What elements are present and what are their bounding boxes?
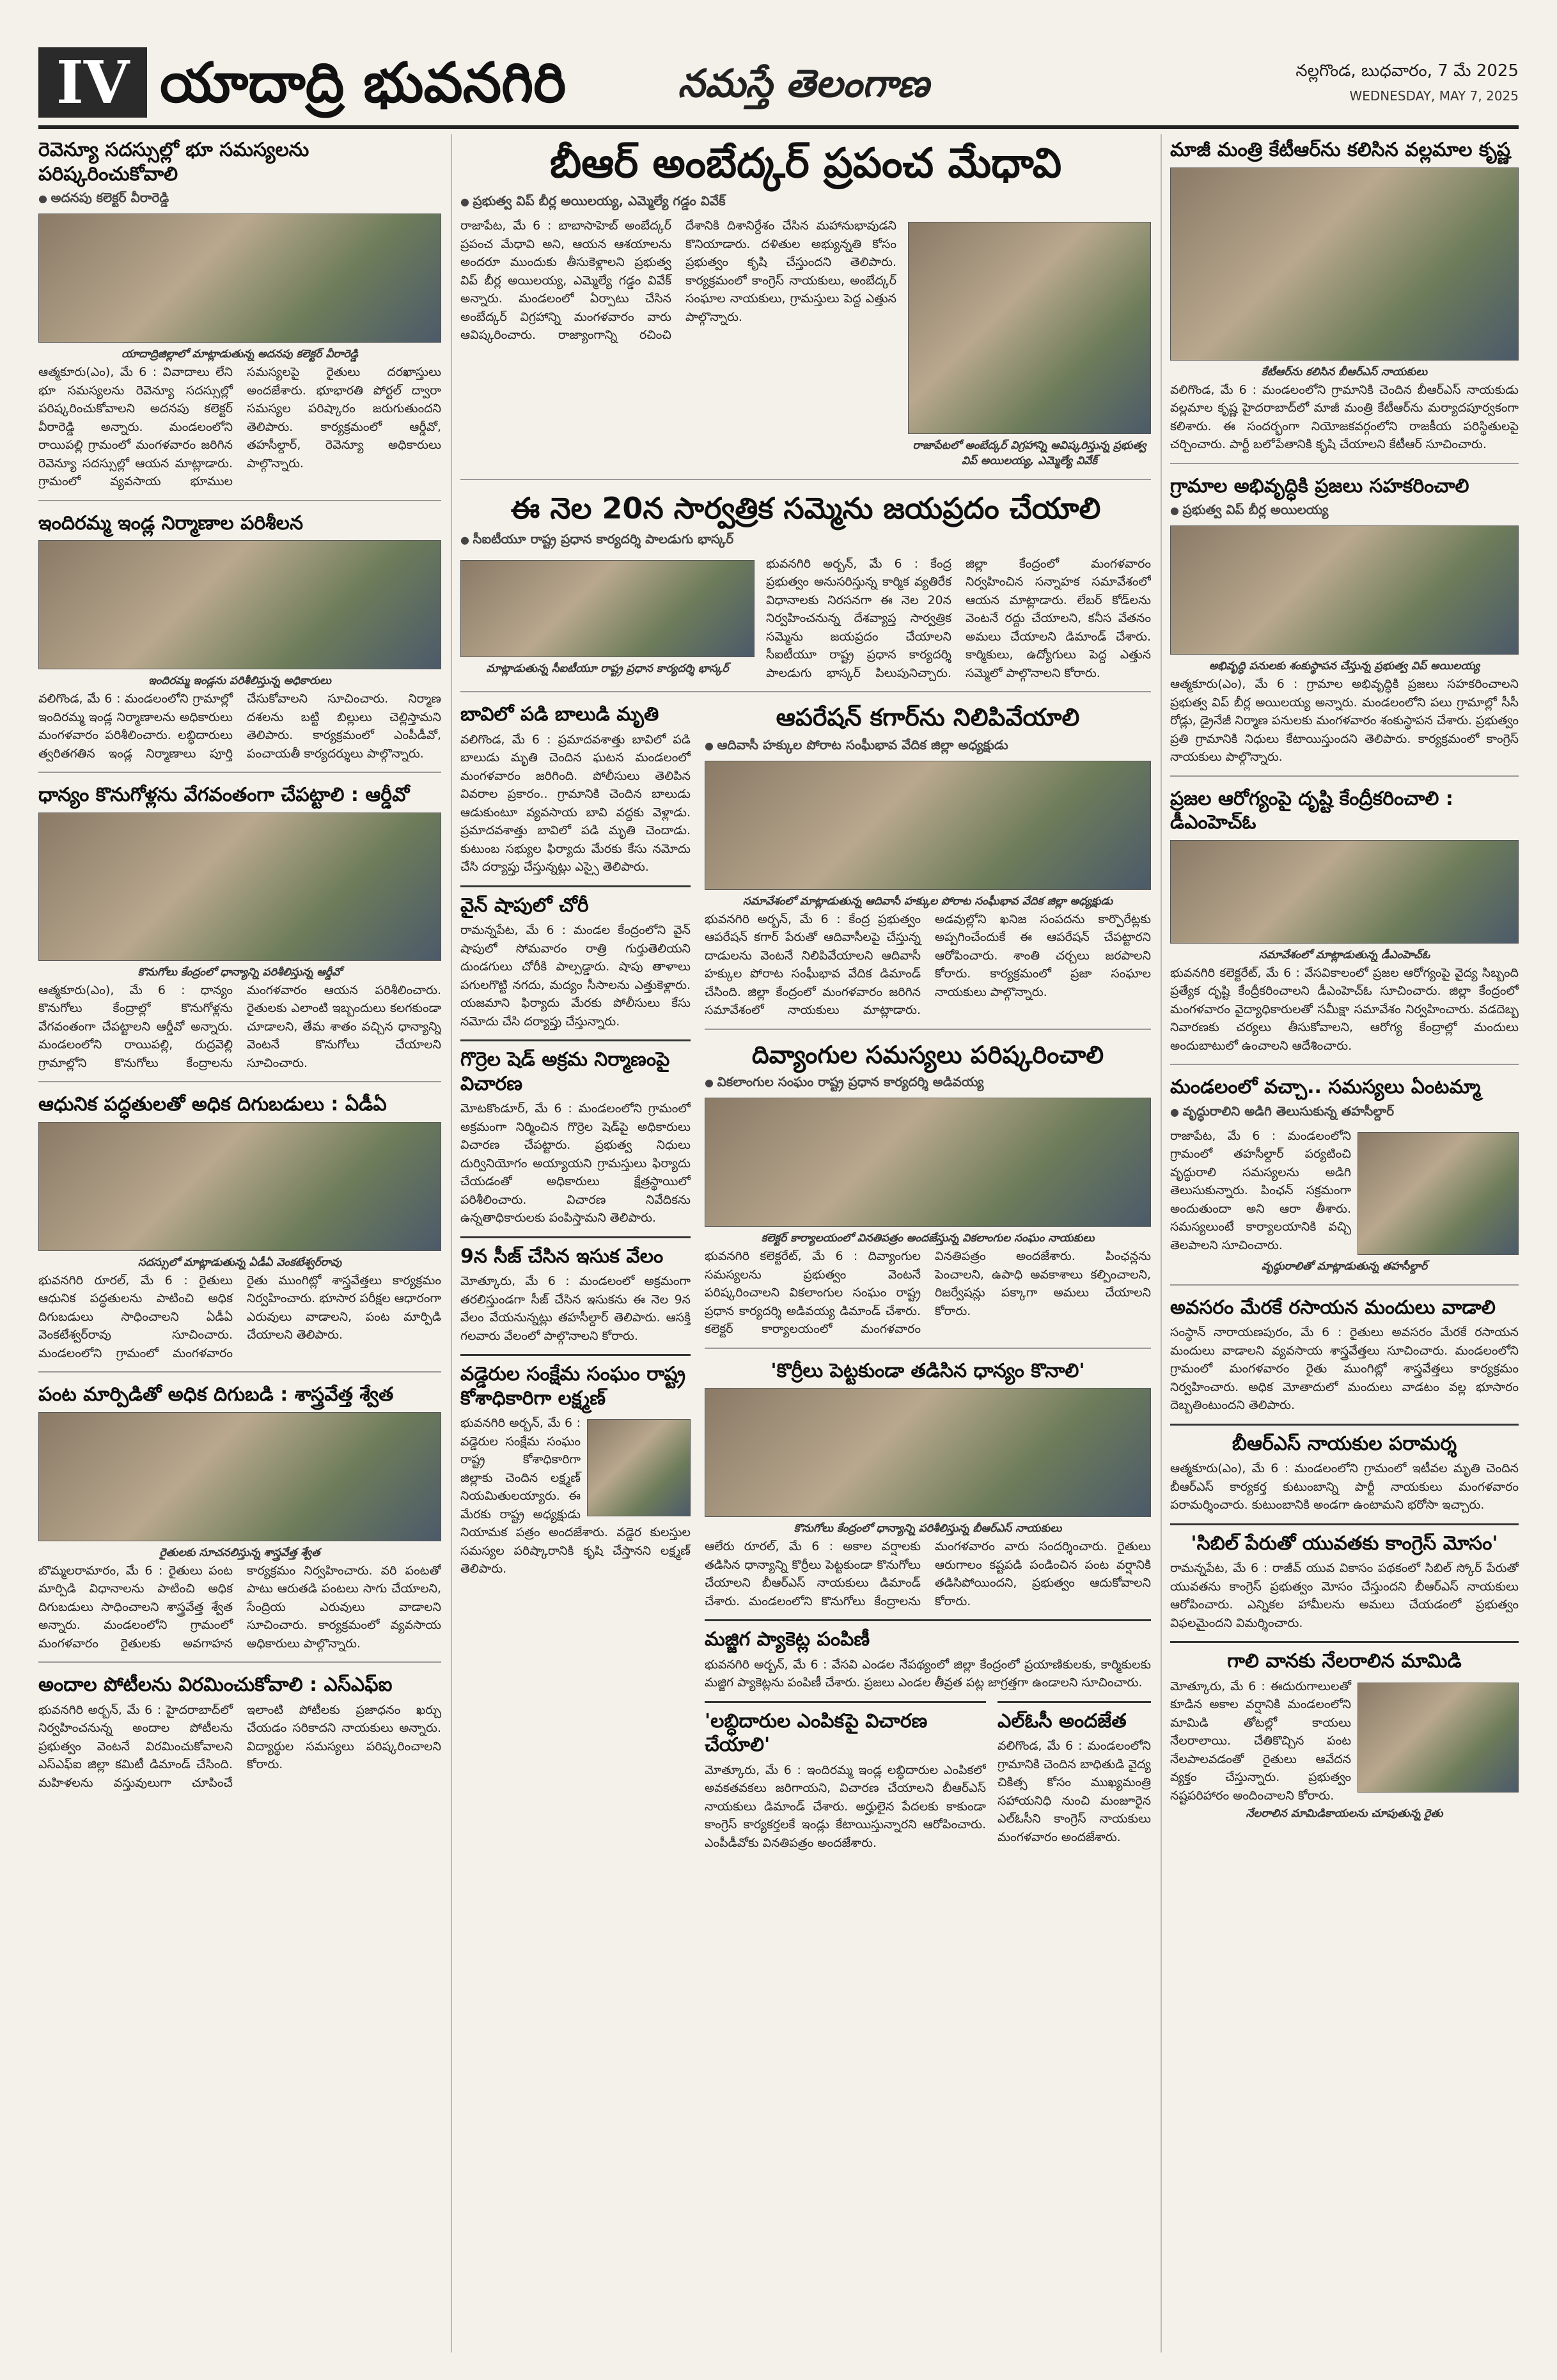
left-column	[38, 134, 441, 2353]
headline: ఇందిరమ్మ ఇండ్ల నిర్మాణాల పరిశీలన	[38, 511, 304, 534]
divider	[38, 500, 441, 501]
article-body: రాజాపేట, మే 6 : బాబాసాహెబ్ అంబేద్కర్ ప్రపంచ మేధావి అని, ఆయన ఆశయాలను అందరూ ముందుకు తీసుకెళ్లాలని ప్రభుత్వ విప్ బీర్ల అయిలయ్య, ఎమ్మెల్యే గడ్డం వివేక్ అన్నారు. మండలంలో ఏర్పాటు చేసిన అంబేద్కర్ విగ్రహాన్ని మంగళవారం వారు ఆవిష్కరించారు. రాజ్యాంగాన్ని రచించి దేశానికి దిశానిర్దేశం చేసిన మహానుభావుడని కొనియాడారు. దళితుల అభ్యున్నతి కోసం ప్రభుత్వం కృషి చేస్తుందని తెలిపారు. కార్యక్రమంలో కాంగ్రెస్ నాయకులు, అంబేద్కర్ సంఘాల నాయకులు, గ్రామస్తులు పెద్ద ఎత్తున పాల్గొన్నారు.	[460, 219, 896, 342]
article-body: ఆత్మకూరు(ఎం), మే 6 : గ్రామాల అభివృద్ధికి ప్రజలు సహకరించాలని ప్రభుత్వ విప్ బీర్ల అయిలయ్య అన్నారు. మండలంలోని పలు గ్రామాల్లో సీసీ రోడ్లు, డ్రైనేజీ నిర్మాణ పనులకు మంగళవారం శంకుస్థాపన చేశారు. ప్రభుత్వం ప్రతి గ్రామానికి నిధులు కేటాయిస్తుందని తెలిపారు. కార్యక్రమంలో కాంగ్రెస్ నాయకులు పాల్గొన్నారు.	[1170, 677, 1519, 764]
news-photo	[705, 761, 1151, 890]
photo-caption: నేలరాలిన మామిడికాయలను చూపుతున్న రైతు	[1246, 1807, 1443, 1820]
news-photo	[1170, 840, 1519, 944]
divider	[38, 1371, 441, 1373]
divider	[38, 1081, 441, 1082]
story-disabled	[705, 1036, 1151, 1339]
article-body: మోత్కూరు, మే 6 : ఈదురుగాలులతో కూడిన అకాల వర్షానికి మండలంలోని మామిడి తోటల్లో కాయలు నేలరాలాయి. చేతికొచ్చిన పంట నేలపాలవడంతో రైతులు ఆవేదన వ్యక్తం చేస్తున్నారు. ప్రభుత్వం నష్టపరిహారం అందించాలని కోరారు.	[1170, 1679, 1351, 1803]
news-photo	[1170, 167, 1519, 361]
story-operation-kagar	[705, 699, 1151, 1020]
story-loc	[998, 1701, 1151, 1853]
photo-caption: యాదాద్రిజిల్లాలో మాట్లాడుతున్న అదనపు కలెక్టర్ వీరారెడ్డి	[121, 348, 359, 361]
article-body: ఆత్మకూరు(ఎం), మే 6 : మండలంలోని గ్రామంలో ఇటీవల మృతి చెందిన బీఆర్‌ఎస్ కార్యకర్త కుటుంబాన్ని పార్టీ నాయకులు మంగళవారం పరామర్శించారు. కుటుంబానికి అండగా ఉంటామని భరోసా ఇచ్చారు.	[1170, 1461, 1519, 1512]
divider	[460, 479, 1151, 480]
headline: 9న సీజ్ చేసిన ఇసుక వేలం	[460, 1245, 664, 1268]
article-body: మోత్కూరు, మే 6 : మండలంలో అక్రమంగా తరలిస్తుండగా సీజ్ చేసిన ఇసుకను ఈ నెల 9న వేలం వేయనున్నట్లు తహసీల్దార్ తెలిపారు. ఆసక్తి గలవారు వేలంలో పాల్గొనాలని కోరారు.	[460, 1274, 691, 1343]
news-photo	[38, 214, 441, 343]
photo-caption: వృద్ధురాలితో మాట్లాడుతున్న తహసీల్దార్	[1261, 1259, 1428, 1273]
photo-caption: రైతులకు సూచనలిస్తున్న శాస్త్రవేత్త శ్వేత	[159, 1546, 320, 1559]
lead-story	[460, 134, 1151, 470]
story-sfi	[38, 1669, 441, 1792]
article-body: వలిగొండ, మే 6 : ప్రమాదవశాత్తు బావిలో పడి బాలుడు మృతి చెందిన ఘటన మండలంలో మంగళవారం జరిగింది. పోలీసులు తెలిపిన వివరాల ప్రకారం.. గ్రామానికి చెందిన బాలుడు ఆడుకుంటూ వ్యవసాయ బావి వద్దకు వెళ్లాడు. ప్రమాదవశాత్తు బావిలో పడి మృతి చెందాడు. కుటుంబ సభ్యుల ఫిర్యాదు మేరకు కేసు నమోదు చేసి దర్యాప్తు చేస్తున్నట్లు ఎస్సై తెలిపారు.	[460, 732, 691, 874]
photo-caption: మాట్లాడుతున్న సీఐటీయూ రాష్ట్ర ప్రధాన కార్యదర్శి భాస్కర్	[486, 662, 729, 675]
date-telugu: నల్లగొండ, బుధవారం, 7 మే 2025	[1295, 61, 1519, 81]
headline: బీఆర్‌ఎస్ నాయకుల పరామర్శ	[1232, 1432, 1457, 1455]
article-body: రాజాపేట, మే 6 : మండలంలోని గ్రామంలో తహసీల్దార్ పర్యటించి వృద్ధురాలి సమస్యలను అడిగి తెలుసుకున్నారు. పింఛన్ సక్రమంగా అందుతుందా అని ఆరా తీశారు. సమస్యలుంటే కార్యాలయానికి వచ్చి తెలపాలని సూచించారు.	[1170, 1128, 1351, 1252]
article-body: రామన్నపేట, మే 6 : మండల కేంద్రంలోని వైన్ షాపులో సోమవారం రాత్రి గుర్తుతెలియని దుండగులు చోరీకి పాల్పడ్డారు. షాపు తాళాలు పగులగొట్టి నగదు, మద్యం సీసాలను ఎత్తుకెళ్లారు. యజమాని ఫిర్యాదు మేరకు పోలీసులు కేసు నమోదు చేసి దర్యాప్తు చేస్తున్నారు.	[460, 923, 691, 1029]
headline: రెవెన్యూ సదస్సుల్లో భూ సమస్యలను పరిష్కరించుకోవాలి	[38, 139, 309, 185]
center-column	[460, 134, 1151, 2353]
story-cibil	[1170, 1523, 1519, 1633]
story-sand-auction	[460, 1236, 691, 1346]
photo-caption: అభివృద్ధి పనులకు శంకుస్థాపన చేస్తున్న ప్రభుత్వ విప్ అయిలయ్య	[1209, 660, 1480, 673]
headline: గ్రామాల అభివృద్ధికి ప్రజలు సహకరించాలి	[1170, 474, 1469, 497]
news-photo	[1170, 525, 1519, 655]
story-buttermilk	[705, 1619, 1151, 1692]
article-body: భువనగిరి అర్బన్, మే 6 : వడ్డెరుల సంక్షేమ సంఘం రాష్ట్ర కోశాధికారిగా జిల్లాకు చెందిన లక్ష్మణ్ నియమితులయ్యారు. ఈ మేరకు రాష్ట్ర అధ్యక్షుడు నియామక పత్రం అందజేశారు. వడ్డెర కులస్తుల సమస్యల పరిష్కారానికి కృషి చేస్తానని లక్ష్మణ్ తెలిపారు.	[460, 1416, 691, 1576]
article-body: ఆత్మకూరు(ఎం), మే 6 : ధాన్యం కొనుగోలు కేంద్రాల్లో కొనుగోళ్లను వేగవంతంగా చేపట్టాలని ఆర్డీవో అన్నారు. మండలంలోని రాయిపల్లి, రుద్రవెల్లి గ్రామాల్లోని కొనుగోలు కేంద్రాలను మంగళవారం ఆయన పరిశీలించారు. రైతులకు ఎలాంటి ఇబ్బందులు కలగకుండా చూడాలని, తేమ శాతం వచ్చిన ధాన్యాన్ని వెంటనే కొనుగోలు చేయాలని సూచించారు.	[38, 983, 441, 1070]
headline: గొర్రెల షెడ్ అక్రమ నిర్మాణంపై విచారణ	[460, 1048, 670, 1095]
article-body: వలిగొండ, మే 6 : మండలంలోని గ్రామానికి చెందిన బీఆర్‌ఎస్ నాయకుడు వల్లమాల కృష్ణ హైదరాబాద్‌లో మాజీ మంత్రి కేటీఆర్‌ను మర్యాదపూర్వకంగా కలిశారు. ఈ సందర్భంగా నియోజకవర్గంలోని రాజకీయ పరిస్థితులపై చర్చించారు. పార్టీ బలోపేతానికి కృషి చేయాలని కేటీఆర్ సూచించారు.	[1170, 382, 1519, 451]
story-mango	[1170, 1641, 1519, 1823]
story-indiramma	[38, 508, 441, 763]
divider	[460, 691, 1151, 692]
article-body: భువనగిరి అర్బన్, మే 6 : వేసవి ఎండల నేపథ్యంలో జిల్లా కేంద్రంలో ప్రయాణికులకు, కార్మికులకు మజ్జిగ ప్యాకెట్లను పంపిణీ చేశారు. ప్రజలు ఎండల తీవ్రత పట్ల జాగ్రత్తగా ఉండాలని సూచించారు.	[705, 1657, 1151, 1690]
news-photo	[908, 222, 1151, 434]
article-body: రామన్నపేట, మే 6 : రాజీవ్ యువ వికాసం పథకంలో సిబిల్ స్కోర్ పేరుతో యువతను కాంగ్రెస్ ప్రభుత్వం మోసం చేస్తుందని బీఆర్‌ఎస్ నాయకులు ఆరోపించారు. ఎన్నికల హామీలను అమలు చేయడంలో ప్రభుత్వం విఫలమైందని విమర్శించారు.	[1170, 1561, 1519, 1630]
photo-caption: ఇందిరమ్మ ఇండ్లను పరిశీలిస్తున్న అధికారులు	[148, 674, 331, 687]
story-boy-death	[460, 699, 691, 876]
story-ktr	[1170, 134, 1519, 454]
headline: గాలి వానకు నేలరాలిన మామిడి	[1227, 1650, 1462, 1672]
story-vaddera	[460, 1354, 691, 1578]
headline: అవసరం మేరకే రసాయన మందులు వాడాలి	[1170, 1296, 1496, 1319]
subheadline: ● ప్రభుత్వ విప్ బీర్ల అయిలయ్య, ఎమ్మెల్యే గడ్డం వివేక్	[460, 193, 1151, 212]
news-photo	[38, 1412, 441, 1541]
headline: వడ్డెరుల సంక్షేమ సంఘం రాష్ట్ర కోశాధికారిగా లక్ష్మణ్	[460, 1363, 685, 1410]
story-pesticides	[1170, 1292, 1519, 1415]
column-rule	[451, 134, 452, 2353]
story-village-dev	[1170, 471, 1519, 766]
story-sheep-shed	[460, 1039, 691, 1227]
photo-caption: కొనుగోలు కేంద్రంలో ధాన్యాన్ని పరిశీలిస్తున్న ఆర్డీవో	[137, 965, 342, 979]
headline: మజ్జిగ ప్యాకెట్ల పంపిణీ	[705, 1628, 870, 1651]
news-photo	[1357, 1132, 1519, 1255]
subheadline: ● వృద్ధురాలిని అడిగి తెలుసుకున్న తహసీల్దార్	[1170, 1103, 1519, 1122]
page-number: IV	[38, 47, 147, 118]
headline: బావిలో పడి బాలుడి మృతి	[460, 703, 659, 726]
divider	[705, 1348, 1151, 1349]
date-english: WEDNESDAY, MAY 7, 2025	[1349, 88, 1519, 104]
headline: పంట మార్పిడితో అధిక దిగుబడి : శాస్త్రవేత్త శ్వేత	[38, 1383, 394, 1406]
headline: ప్రజల ఆరోగ్యంపై దృష్టి కేంద్రీకరించాలి : డీఎంహెచ్ఓ	[1170, 787, 1453, 834]
story-grain-purchase	[38, 779, 441, 1072]
divider	[38, 1661, 441, 1663]
article-body: భువనగిరి కలెక్టరేట్, మే 6 : వేసవికాలంలో ప్రజల ఆరోగ్యంపై వైద్య సిబ్బంది ప్రత్యేక దృష్టి కేంద్రీకరించాలని డీఎంహెచ్ఓ సూచించారు. జిల్లా కేంద్రంలో మంగళవారం వైద్యాధికారులతో సమీక్షా సమావేశం నిర్వహించారు. వడదెబ్బ నివారణకు చర్యలు తీసుకోవాలని, ఆరోగ్య కేంద్రాల్లో మందులు అందుబాటులో ఉంచాలని ఆదేశించారు.	[1170, 965, 1519, 1053]
subheadline: ● అదనపు కలెక్టర్ వీరారెడ్డి	[38, 190, 441, 208]
article-body: భువనగిరి కలెక్టరేట్, మే 6 : దివ్యాంగుల సమస్యలను ప్రభుత్వం వెంటనే పరిష్కరించాలని వికలాంగుల సంఘం రాష్ట్ర ప్రధాన కార్యదర్శి అడివయ్య డిమాండ్ చేశారు. కలెక్టర్ కార్యాలయంలో మంగళవారం వినతిపత్రం అందజేశారు. పింఛన్లను పెంచాలని, ఉపాధి అవకాశాలు కల్పించాలని, రిజర్వేషన్లు పక్కాగా అమలు చేయాలని కోరారు.	[705, 1249, 1151, 1336]
photo-caption: కేటీఆర్‌ను కలిసిన బీఆర్‌ఎస్ నాయకులు	[1261, 365, 1428, 378]
lead-headline: బీఆర్ అంబేద్కర్ ప్రపంచ మేధావి	[549, 140, 1062, 187]
headline: ఎల్ఓసీ అందజేత	[998, 1709, 1127, 1732]
article-body: భువనగిరి రూరల్, మే 6 : రైతులు ఆధునిక పద్ధతులను పాటించి అధిక దిగుబడులు సాధించాలని ఏడీఏ వెంకటేశ్వర్‌రావు సూచించారు. మండలంలోని గ్రామంలో మంగళవారం రైతు ముంగిట్లో శాస్త్రవేత్తలు కార్యక్రమం నిర్వహించారు. భూసార పరీక్షల ఆధారంగా ఎరువులు వాడాలని, పంట మార్పిడి చేయాలని తెలిపారు.	[38, 1273, 441, 1360]
article-body: మోత్కూరు, మే 6 : ఇందిరమ్మ ఇండ్ల లబ్ధిదారుల ఎంపికలో అవకతవకలు జరిగాయని, విచారణ చేయాలని బీఆర్‌ఎస్ నాయకులు డిమాండ్ చేశారు. అర్హులైన పేదలకు కాకుండా కాంగ్రెస్ కార్యకర్తలకే ఇండ్లు కేటాయిస్తున్నారని ఆరోపించారు. ఎంపీడీవోకు వినతిపత్రం అందజేశారు.	[705, 1762, 986, 1850]
subheadline: ● వికలాంగుల సంఘం రాష్ట్ర ప్రధాన కార్యదర్శి అడివయ్య	[705, 1074, 1151, 1093]
headline: వైన్ షాపులో చోరీ	[460, 894, 589, 917]
headline: దివ్యాంగుల సమస్యలు పరిష్కరించాలి	[751, 1040, 1104, 1069]
story-beneficiaries	[705, 1701, 986, 1853]
center-right-subcolumn	[705, 699, 1151, 1861]
headline: మాజీ మంత్రి కేటీఆర్‌ను కలిసిన వల్లమాల కృష్ణ	[1170, 139, 1510, 161]
story-strike	[460, 486, 1151, 682]
divider	[38, 772, 441, 773]
story-ada	[38, 1089, 441, 1362]
article-body: ఆలేరు రూరల్, మే 6 : అకాల వర్షాలకు తడిసిన ధాన్యాన్ని కొర్రీలు పెట్టకుండా కొనుగోలు చేయాలని బీఆర్‌ఎస్ నాయకులు డిమాండ్ చేశారు. మండలంలోని కొనుగోలు కేంద్రాలను మంగళవారం వారు సందర్శించారు. రైతులు ఆరుగాలం కష్టపడి పండించిన పంట వర్షానికి తడిసిపోయిందని, ప్రభుత్వం ఆదుకోవాలని కోరారు.	[705, 1539, 1151, 1608]
article-body: సంస్థాన్ నారాయణపురం, మే 6 : రైతులు అవసరం మేరకే రసాయన మందులు వాడాలని వ్యవసాయ శాస్త్రవేత్తలు సూచించారు. మండలంలోని గ్రామంలో మంగళవారం రైతు ముంగిట్లో శాస్త్రవేత్తలు కార్యక్రమం నిర్వహించారు. అధిక మోతాదులో మందులు వాడటం వల్ల భూసారం దెబ్బతింటుందని తెలిపారు.	[1170, 1325, 1519, 1412]
masthead	[38, 42, 1519, 129]
headline: 'సిబిల్ పేరుతో యువతకు కాంగ్రెస్ మోసం'	[1191, 1532, 1498, 1555]
column-rule	[1161, 134, 1162, 2353]
article-body: భువనగిరి అర్బన్, మే 6 : కేంద్ర ప్రభుత్వం ఆపరేషన్ కగార్ పేరుతో ఆదివాసీలపై చేస్తున్న దాడులను వెంటనే నిలిపివేయాలని ఆదివాసీ హక్కుల పోరాట సంఘీభావ వేదిక డిమాండ్ చేసింది. జిల్లా కేంద్రంలో మంగళవారం జరిగిన సమావేశంలో నాయకులు మాట్లాడారు. అడవుల్లోని ఖనిజ సంపదను కార్పొరేట్లకు అప్పగించేందుకే ఈ ఆపరేషన్ చేపట్టారని ఆరోపించారు. శాంతి చర్చలు జరపాలని కోరారు. కార్యక్రమంలో ప్రజా సంఘాల నాయకులు పాల్గొన్నారు.	[705, 912, 1151, 1017]
divider	[1170, 463, 1519, 464]
headline: మండలంలో వచ్చా.. సమస్యలు ఏంటమ్మా	[1170, 1076, 1481, 1098]
divider	[1170, 1284, 1519, 1286]
headline: ఈ నెల 20న సార్వత్రిక సమ్మెను జయప్రదం చేయాలి	[510, 491, 1101, 525]
paper-name: నమస్తే తెలంగాణ	[678, 61, 930, 106]
subheadline: ● ప్రభుత్వ విప్ బీర్ల అయిలయ్య	[1170, 502, 1519, 520]
story-tahsildar	[1170, 1071, 1519, 1275]
article-body: ఆత్మకూరు(ఎం), మే 6 : వివాదాలు లేని భూ సమస్యలను రెవెన్యూ సదస్సుల్లో పరిష్కరించుకోవాలని అదనపు కలెక్టర్ వీరారెడ్డి అన్నారు. మండలంలోని రాయిపల్లి గ్రామంలో మంగళవారం జరిగిన రెవెన్యూ సదస్సుల్లో ఆయన మాట్లాడారు. గ్రామంలో వ్యవసాయ భూముల సమస్యలపై రైతులు దరఖాస్తులు అందజేశారు. భూభారతి పోర్టల్ ద్వారా సమస్యల పరిష్కారం జరుగుతుందని తెలిపారు. కార్యక్రమంలో ఆర్డీవో, తహసీల్దార్, రెవెన్యూ అధికారులు పాల్గొన్నారు.	[38, 365, 441, 488]
right-column	[1170, 134, 1519, 2353]
photo-caption: సమావేశంలో మాట్లాడుతున్న ఆదివాసీ హక్కుల పోరాట సంఘీభావ వేదిక జిల్లా అధ్యక్షుడు	[742, 894, 1113, 908]
photo-caption: కొనుగోలు కేంద్రంలో ధాన్యాన్ని పరిశీలిస్తున్న బీఆర్‌ఎస్ నాయకులు	[794, 1522, 1062, 1535]
portrait-photo	[587, 1419, 691, 1516]
story-dmho	[1170, 783, 1519, 1055]
divider	[1170, 1064, 1519, 1065]
story-wet-grain	[705, 1355, 1151, 1611]
news-photo	[38, 1122, 441, 1251]
story-wine-shop	[460, 885, 691, 1031]
headline: అందాల పోటీలను విరమించుకోవాలి : ఎస్‌ఎఫ్‌ఐ	[38, 1674, 393, 1696]
story-revenue	[38, 134, 441, 491]
photo-caption: కలెక్టర్ కార్యాలయంలో వినతిపత్రం అందజేస్తున్న వికలాంగుల సంఘం నాయకులు	[761, 1232, 1095, 1245]
headline: 'కొర్రీలు పెట్టకుండా తడిసిన ధాన్యం కొనాలి'	[771, 1359, 1085, 1382]
divider	[1170, 775, 1519, 777]
headline: ఆధునిక పద్ధతులతో అధిక దిగుబడులు : ఏడీఏ	[38, 1093, 387, 1116]
article-body: మోటకొండూర్, మే 6 : మండలంలోని గ్రామంలో అక్రమంగా నిర్మించిన గొర్రెల షెడ్‌పై అధికారులు విచారణ చేపట్టారు. ప్రభుత్వ నిధులు దుర్వినియోగం అయ్యాయని గ్రామస్తులు ఫిర్యాదు చేయడంతో అధికారులు క్షేత్రస్థాయిలో పరిశీలించారు. విచారణ నివేదికను ఉన్నతాధికారులకు పంపిస్తామని తెలిపారు.	[460, 1101, 691, 1225]
article-body: భువనగిరి అర్బన్, మే 6 : హైదరాబాద్‌లో నిర్వహించనున్న అందాల పోటీలను ప్రభుత్వం వెంటనే విరమించుకోవాలని ఎస్‌ఎఫ్‌ఐ జిల్లా కమిటీ డిమాండ్ చేసింది. మహిళలను వస్తువులుగా చూపించే ఇలాంటి పోటీలకు ప్రజాధనం ఖర్చు చేయడం సరికాదని నాయకులు అన్నారు. విద్యార్థుల సమస్యలు పరిష్కరించాలని కోరారు.	[38, 1702, 441, 1790]
headline: 'లబ్ధిదారుల ఎంపికపై విచారణ చేయాలి'	[705, 1709, 928, 1756]
article-body: వలిగొండ, మే 6 : మండలంలోని గ్రామాల్లో ఇందిరమ్మ ఇండ్ల నిర్మాణాలను అధికారులు మంగళవారం పరిశీలించారు. లబ్ధిదారులు త్వరితగతిన ఇండ్ల నిర్మాణాలు పూర్తి చేసుకోవాలని సూచించారు. నిర్మాణ దశలను బట్టి బిల్లులు చెల్లిస్తామని తెలిపారు. కార్యక్రమంలో ఎంపీడీవో, పంచాయతీ కార్యదర్శులు పాల్గొన్నారు.	[38, 692, 441, 761]
article-body: వలిగొండ, మే 6 : మండలంలోని గ్రామానికి చెందిన బాధితుడి వైద్య చికిత్స కోసం ముఖ్యమంత్రి సహాయనిధి నుంచి మంజూరైన ఎల్ఓసీని కాంగ్రెస్ నాయకులు మంగళవారం అందజేశారు.	[998, 1739, 1151, 1844]
photo-caption: రాజాపేటలో అంబేద్కర్ విగ్రహాన్ని ఆవిష్కరిస్తున్న ప్రభుత్వ విప్ అయిలయ్య, ఎమ్మెల్యే వివేక్	[912, 439, 1146, 467]
headline: ధాన్యం కొనుగోళ్లను వేగవంతంగా చేపట్టాలి : ఆర్డీవో	[38, 784, 410, 806]
story-brs-visit	[1170, 1424, 1519, 1514]
district-title: యాదాద్రి భువనగిరి	[160, 51, 567, 115]
story-crop-rotation	[38, 1379, 441, 1653]
photo-caption: సమావేశంలో మాట్లాడుతున్న డీఎంహెచ్ఓ	[1258, 948, 1430, 961]
news-photo	[38, 813, 441, 961]
center-left-subcolumn	[460, 699, 691, 1861]
news-photo	[38, 540, 441, 669]
subheadline: ● ఆదివాసీ హక్కుల పోరాట సంఘీభావ వేదిక జిల్లా అధ్యక్షుడు	[705, 737, 1151, 756]
article-body: బొమ్మలరామారం, మే 6 : రైతులు పంట మార్పిడి విధానాలను పాటించి అధిక దిగుబడులు సాధించాలని శాస్త్రవేత్త శ్వేత అన్నారు. మండలంలోని గ్రామంలో మంగళవారం రైతులకు అవగాహన కార్యక్రమం నిర్వహించారు. వరి పంటతో పాటు ఆరుతడి పంటలు సాగు చేయాలని, సేంద్రియ ఎరువులు వాడాలని సూచించారు. కార్యక్రమంలో వ్యవసాయ అధికారులు పాల్గొన్నారు.	[38, 1563, 441, 1651]
divider	[705, 1029, 1151, 1030]
news-photo	[460, 560, 755, 657]
news-photo	[1357, 1683, 1519, 1793]
article-body: భువనగిరి అర్బన్, మే 6 : కేంద్ర ప్రభుత్వం అనుసరిస్తున్న కార్మిక వ్యతిరేక విధానాలకు నిరసనగా ఈ నెల 20న నిర్వహించనున్న దేశవ్యాప్త సార్వత్రిక సమ్మెను జయప్రదం చేయాలని సీఐటీయూ రాష్ట్ర ప్రధాన కార్యదర్శి పాలడుగు భాస్కర్ పిలుపునిచ్చారు. జిల్లా కేంద్రంలో మంగళవారం నిర్వహించిన సన్నాహక సమావేశంలో ఆయన మాట్లాడారు. లేబర్ కోడ్‌లను వెంటనే రద్దు చేయాలని, కనీస వేతనం అమలు చేయాలని డిమాండ్ చేశారు. కార్మికులు, ఉద్యోగులు పెద్ద ఎత్తున సమ్మెలో పాల్గొనాలని కోరారు.	[766, 556, 1151, 680]
news-photo	[705, 1388, 1151, 1517]
headline: ఆపరేషన్ కగార్‌ను నిలిపివేయాలి	[776, 703, 1080, 731]
subheadline: ● సీఐటీయూ రాష్ట్ర ప్రధాన కార్యదర్శి పాలడుగు భాస్కర్	[460, 531, 1151, 550]
photo-caption: సదస్సులో మాట్లాడుతున్న ఏడీఏ వెంకటేశ్వర్‌రావు	[137, 1256, 342, 1269]
news-photo	[705, 1098, 1151, 1227]
